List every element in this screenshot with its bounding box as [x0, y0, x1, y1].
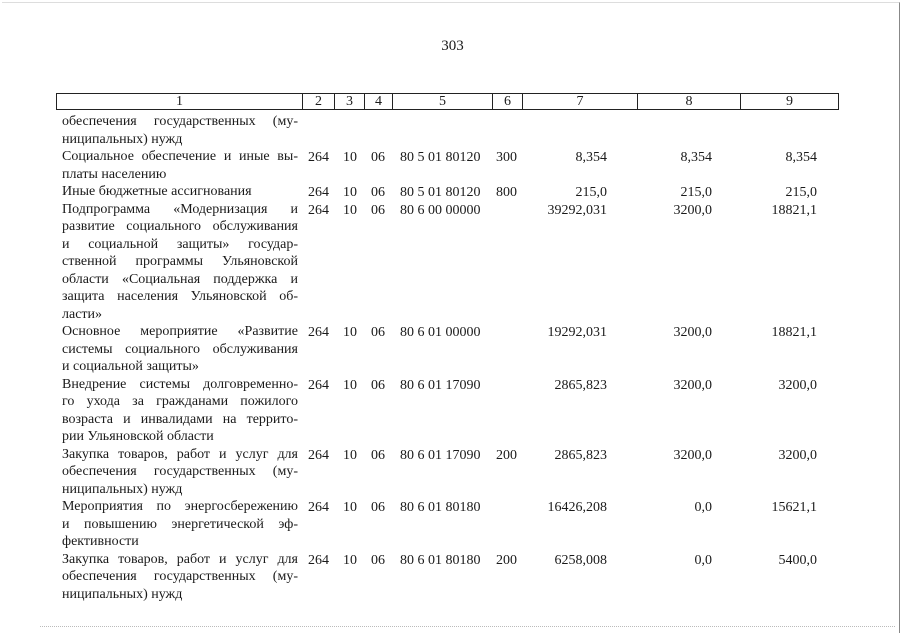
header-col-7: 7	[523, 94, 638, 110]
row-subsection: 06	[371, 150, 385, 165]
row-target-article: 80 6 01 17090	[400, 447, 481, 463]
row-description-line: обеспечения государственных (му-	[62, 114, 298, 129]
row-target-article: 80 5 01 80120	[400, 185, 481, 200]
row-description-line: Внедрение системы долговременно-	[62, 376, 298, 392]
row-code: 264	[308, 377, 329, 393]
header-col-8: 8	[638, 94, 741, 110]
row-description	[62, 201, 298, 324]
row-value-col8: 3200,0	[673, 377, 712, 393]
row-description-line: фективности	[62, 534, 139, 549]
row-subsection: 06	[371, 325, 385, 340]
header-col-5: 5	[393, 94, 493, 110]
row-value-col9: 5400,0	[778, 552, 817, 568]
row-description-line: ниципальных) нужд	[62, 586, 183, 602]
row-description-line: системы социального обслуживания	[62, 341, 298, 357]
row-section: 10	[343, 500, 357, 515]
row-subsection: 06	[371, 377, 385, 393]
row-description	[62, 113, 298, 148]
row-value-col9: 8,354	[785, 150, 817, 165]
row-value-col8: 0,0	[694, 552, 712, 568]
row-expense-type: 200	[496, 552, 517, 568]
row-description-line: развитие социального обслуживания	[62, 219, 298, 234]
row-description-line: обеспечения государственных (му-	[62, 569, 298, 584]
row-expense-type: 800	[496, 185, 517, 200]
row-description-line: ственной программы Ульяновской	[62, 254, 298, 269]
row-code: 264	[308, 552, 329, 568]
row-code: 264	[308, 500, 329, 515]
header-col-6: 6	[493, 94, 523, 110]
row-description-line: защита населения Ульяновской об-	[62, 289, 298, 304]
row-description-line: Основное мероприятие «Развитие	[62, 324, 298, 339]
row-value-col7: 2865,823	[554, 447, 607, 463]
row-target-article: 80 5 01 80120	[400, 150, 481, 165]
row-description-line: и повышению энергетической эф-	[62, 516, 298, 532]
header-col-1: 1	[57, 94, 303, 110]
row-description-line: и социальной защиты» государ-	[62, 236, 298, 252]
row-section: 10	[343, 377, 357, 393]
row-section: 10	[343, 185, 357, 200]
row-description-line: Иные бюджетные ассигнования	[62, 184, 252, 199]
row-target-article: 80 6 01 80180	[400, 500, 481, 515]
page-number: 303	[441, 38, 464, 54]
row-description-line: Закупка товаров, работ и услуг для	[62, 446, 298, 462]
row-description	[62, 148, 298, 183]
row-value-col9: 3200,0	[778, 447, 817, 463]
row-value-col8: 0,0	[694, 500, 712, 515]
row-value-col9: 18821,1	[771, 202, 817, 218]
row-description-line: рии Ульяновской области	[62, 429, 214, 444]
row-target-article: 80 6 01 00000	[400, 325, 481, 340]
row-description-line: ласти»	[62, 306, 103, 322]
header-col-4: 4	[365, 94, 393, 110]
row-value-col8: 215,0	[680, 185, 712, 200]
row-expense-type: 200	[496, 447, 517, 463]
row-value-col7: 8,354	[575, 150, 607, 165]
row-description-line: платы населению	[62, 166, 167, 182]
row-subsection: 06	[371, 500, 385, 515]
row-value-col7: 215,0	[575, 185, 607, 200]
row-value-col8: 3200,0	[673, 202, 712, 218]
row-description-line: ниципальных) нужд	[62, 481, 183, 497]
bottom-edge-divider	[40, 626, 895, 630]
header-col-9: 9	[741, 94, 839, 110]
row-description-line: и социальной защиты»	[62, 359, 199, 374]
row-section: 10	[343, 447, 357, 463]
row-value-col8: 8,354	[680, 150, 712, 165]
row-description-line: го ухода за гражданами пожилого	[62, 394, 298, 409]
row-value-col7: 19292,031	[547, 325, 607, 340]
row-value-col7: 16426,208	[547, 500, 607, 515]
row-value-col7: 39292,031	[547, 202, 607, 218]
row-description-line: возраста и инвалидами на террито-	[62, 411, 298, 427]
row-target-article: 80 6 00 00000	[400, 202, 481, 218]
row-value-col8: 3200,0	[673, 325, 712, 340]
row-value-col7: 6258,008	[554, 552, 607, 568]
row-code: 264	[308, 447, 329, 463]
header-col-2: 2	[303, 94, 335, 110]
row-value-col9: 215,0	[785, 185, 817, 200]
row-description	[62, 323, 298, 376]
row-value-col9: 3200,0	[778, 377, 817, 393]
row-description	[62, 376, 298, 446]
row-subsection: 06	[371, 202, 385, 218]
row-target-article: 80 6 01 80180	[400, 552, 481, 568]
header-col-3: 3	[335, 94, 365, 110]
row-description-line: Социальное обеспечение и иные вы-	[62, 149, 298, 164]
row-section: 10	[343, 325, 357, 340]
row-description-line: области «Социальная поддержка и	[62, 271, 298, 287]
row-subsection: 06	[371, 447, 385, 463]
row-subsection: 06	[371, 185, 385, 200]
row-description	[62, 551, 298, 604]
row-description-line: обеспечения государственных (му-	[62, 464, 298, 479]
row-value-col7: 2865,823	[554, 377, 607, 393]
row-code: 264	[308, 150, 329, 165]
row-description-line: Закупка товаров, работ и услуг для	[62, 551, 298, 567]
row-description-line: ниципальных) нужд	[62, 131, 183, 147]
row-code: 264	[308, 185, 329, 200]
row-subsection: 06	[371, 552, 385, 568]
row-description-line: Мероприятия по энергосбережению	[62, 499, 298, 514]
row-section: 10	[343, 202, 357, 218]
row-code: 264	[308, 325, 329, 340]
row-description	[62, 183, 298, 201]
row-target-article: 80 6 01 17090	[400, 377, 481, 393]
row-code: 264	[308, 202, 329, 218]
row-description-line: Подпрограмма «Модернизация и	[62, 201, 298, 217]
row-description	[62, 498, 298, 551]
row-section: 10	[343, 552, 357, 568]
row-expense-type: 300	[496, 150, 517, 165]
row-section: 10	[343, 150, 357, 165]
row-value-col9: 15621,1	[771, 500, 817, 515]
row-value-col9: 18821,1	[771, 325, 817, 340]
row-description	[62, 446, 298, 499]
row-value-col8: 3200,0	[673, 447, 712, 463]
